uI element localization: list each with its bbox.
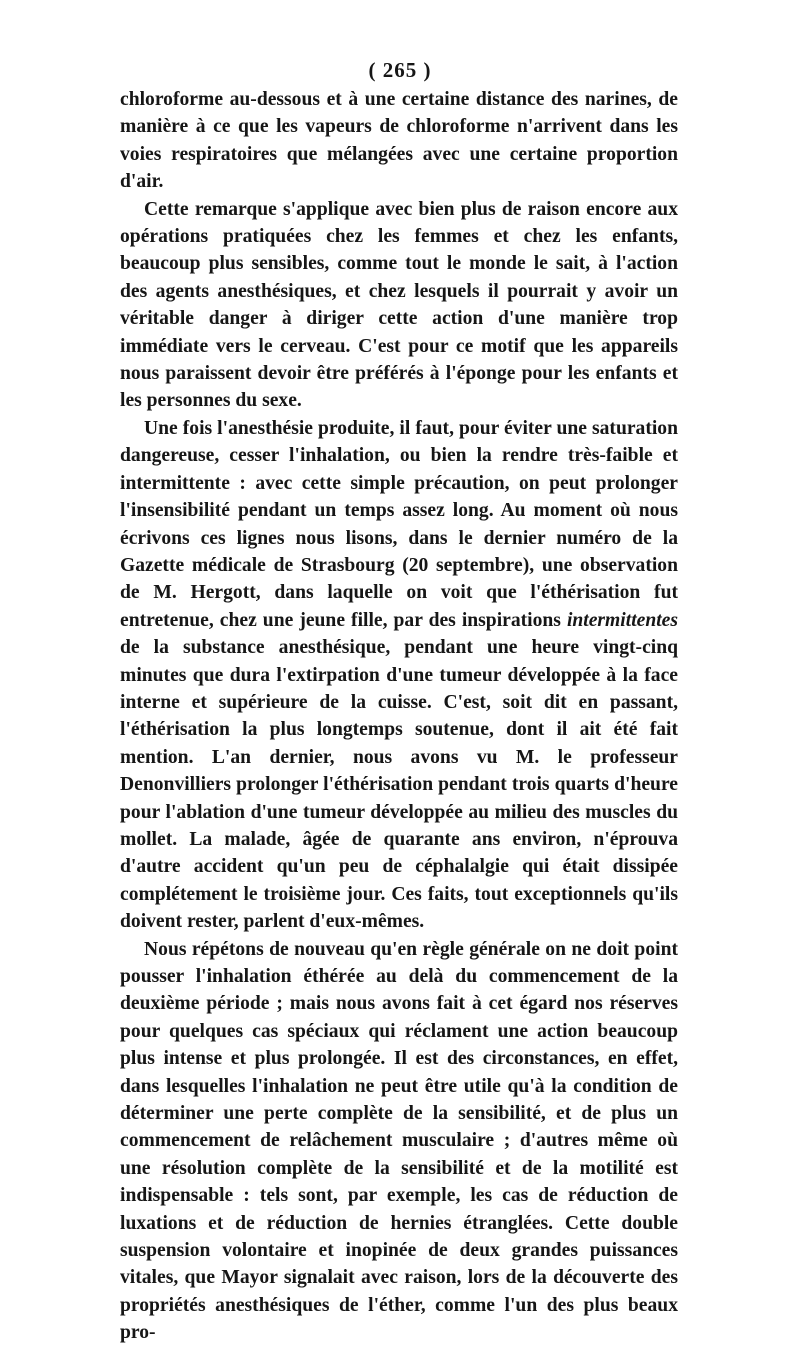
- paragraph-2: Cette remarque s'applique avec bien plus de raison encore aux opérations pratiquées chez les femmes et chez les enfants, beaucoup plus sensibles, comme tout le monde le sait, à l'action des agents anesthésiques, et chez lesquels il pourrait y avoir un véritable danger à diriger cette action d'une manière trop immédiate vers le cerveau. C'est pour ce motif que les appareils nous paraissent devoir être préférés à l'éponge pour les enfants et les personnes du sexe.: [120, 198, 678, 412]
- body-text: [120, 86, 678, 1347]
- page-number: ( 265 ): [368, 58, 432, 82]
- paragraph-3-emphasis: intermittentes: [566, 609, 678, 631]
- paragraph-3: [120, 415, 678, 936]
- paragraph-3-text-before: Une fois l'anesthésie produite, il faut, pour éviter une saturation dangereuse, cesser l'inhalation, ou bien la rendre très-faible et intermittente : avec cette simple précaution, on peut prolonger l'insensibilité pendant un temps assez long. Au moment où nous écrivons ces lignes nous lisons, dans le dernier numéro de la Gazette médicale de Strasbourg (20 septembre), une observation de M. Hergott, dans laquelle on voit que l'éthérisation fut entretenue, chez une jeune fille, par des inspirations: [120, 417, 678, 631]
- paragraph-4: Nous répétons de nouveau qu'en règle générale on ne doit point pousser l'inhalation éthérée au delà du commencement de la deuxième période ; mais nous avons fait à cet égard nos réserves pour quelques cas spéciaux qui réclament une action beaucoup plus intense et plus prolongée. Il est des circonstances, en effet, dans lesquelles l'inhalation ne peut être utile qu'à la condition de déterminer une perte complète de la sensibilité, et de plus un commencement de relâchement musculaire ; d'autres même où une résolution complète de la sensibilité et de la motilité est indispensable : tels sont, par exemple, les cas de réduction de luxations et de réduction de hernies étranglées. Cette double suspension volontaire et inopinée de deux grandes puissances vitales, que Mayor signalait avec raison, lors de la découverte des propriétés anesthésiques de l'éther, comme l'un des plus beaux pro-: [120, 938, 678, 1344]
- paragraph-3-text-after: de la substance anesthésique, pendant une heure vingt-cinq minutes que dura l'extirpation d'une tumeur développée à la face interne et supérieure de la cuisse. C'est, soit dit en passant, l'éthérisation la plus longtemps soutenue, dont il ait été fait mention. L'an dernier, nous avons vu M. le professeur Denonvilliers prolonger l'éthérisation pendant trois quarts d'heure pour l'ablation d'une tumeur développée au milieu des muscles du mollet. La malade, âgée de quarante ans environ, n'éprouva d'autre accident qu'un peu de céphalalgie qui était dissipée complétement le troisième jour. Ces faits, tout exceptionnels qu'ils doivent rester, parlent d'eux-mêmes.: [120, 637, 678, 933]
- paragraph-1: chloroforme au-dessous et à une certaine distance des narines, de manière à ce que les vapeurs de chloroforme n'arrivent dans les voies respiratoires que mélangées avec une certaine proportion d'air.: [120, 89, 678, 193]
